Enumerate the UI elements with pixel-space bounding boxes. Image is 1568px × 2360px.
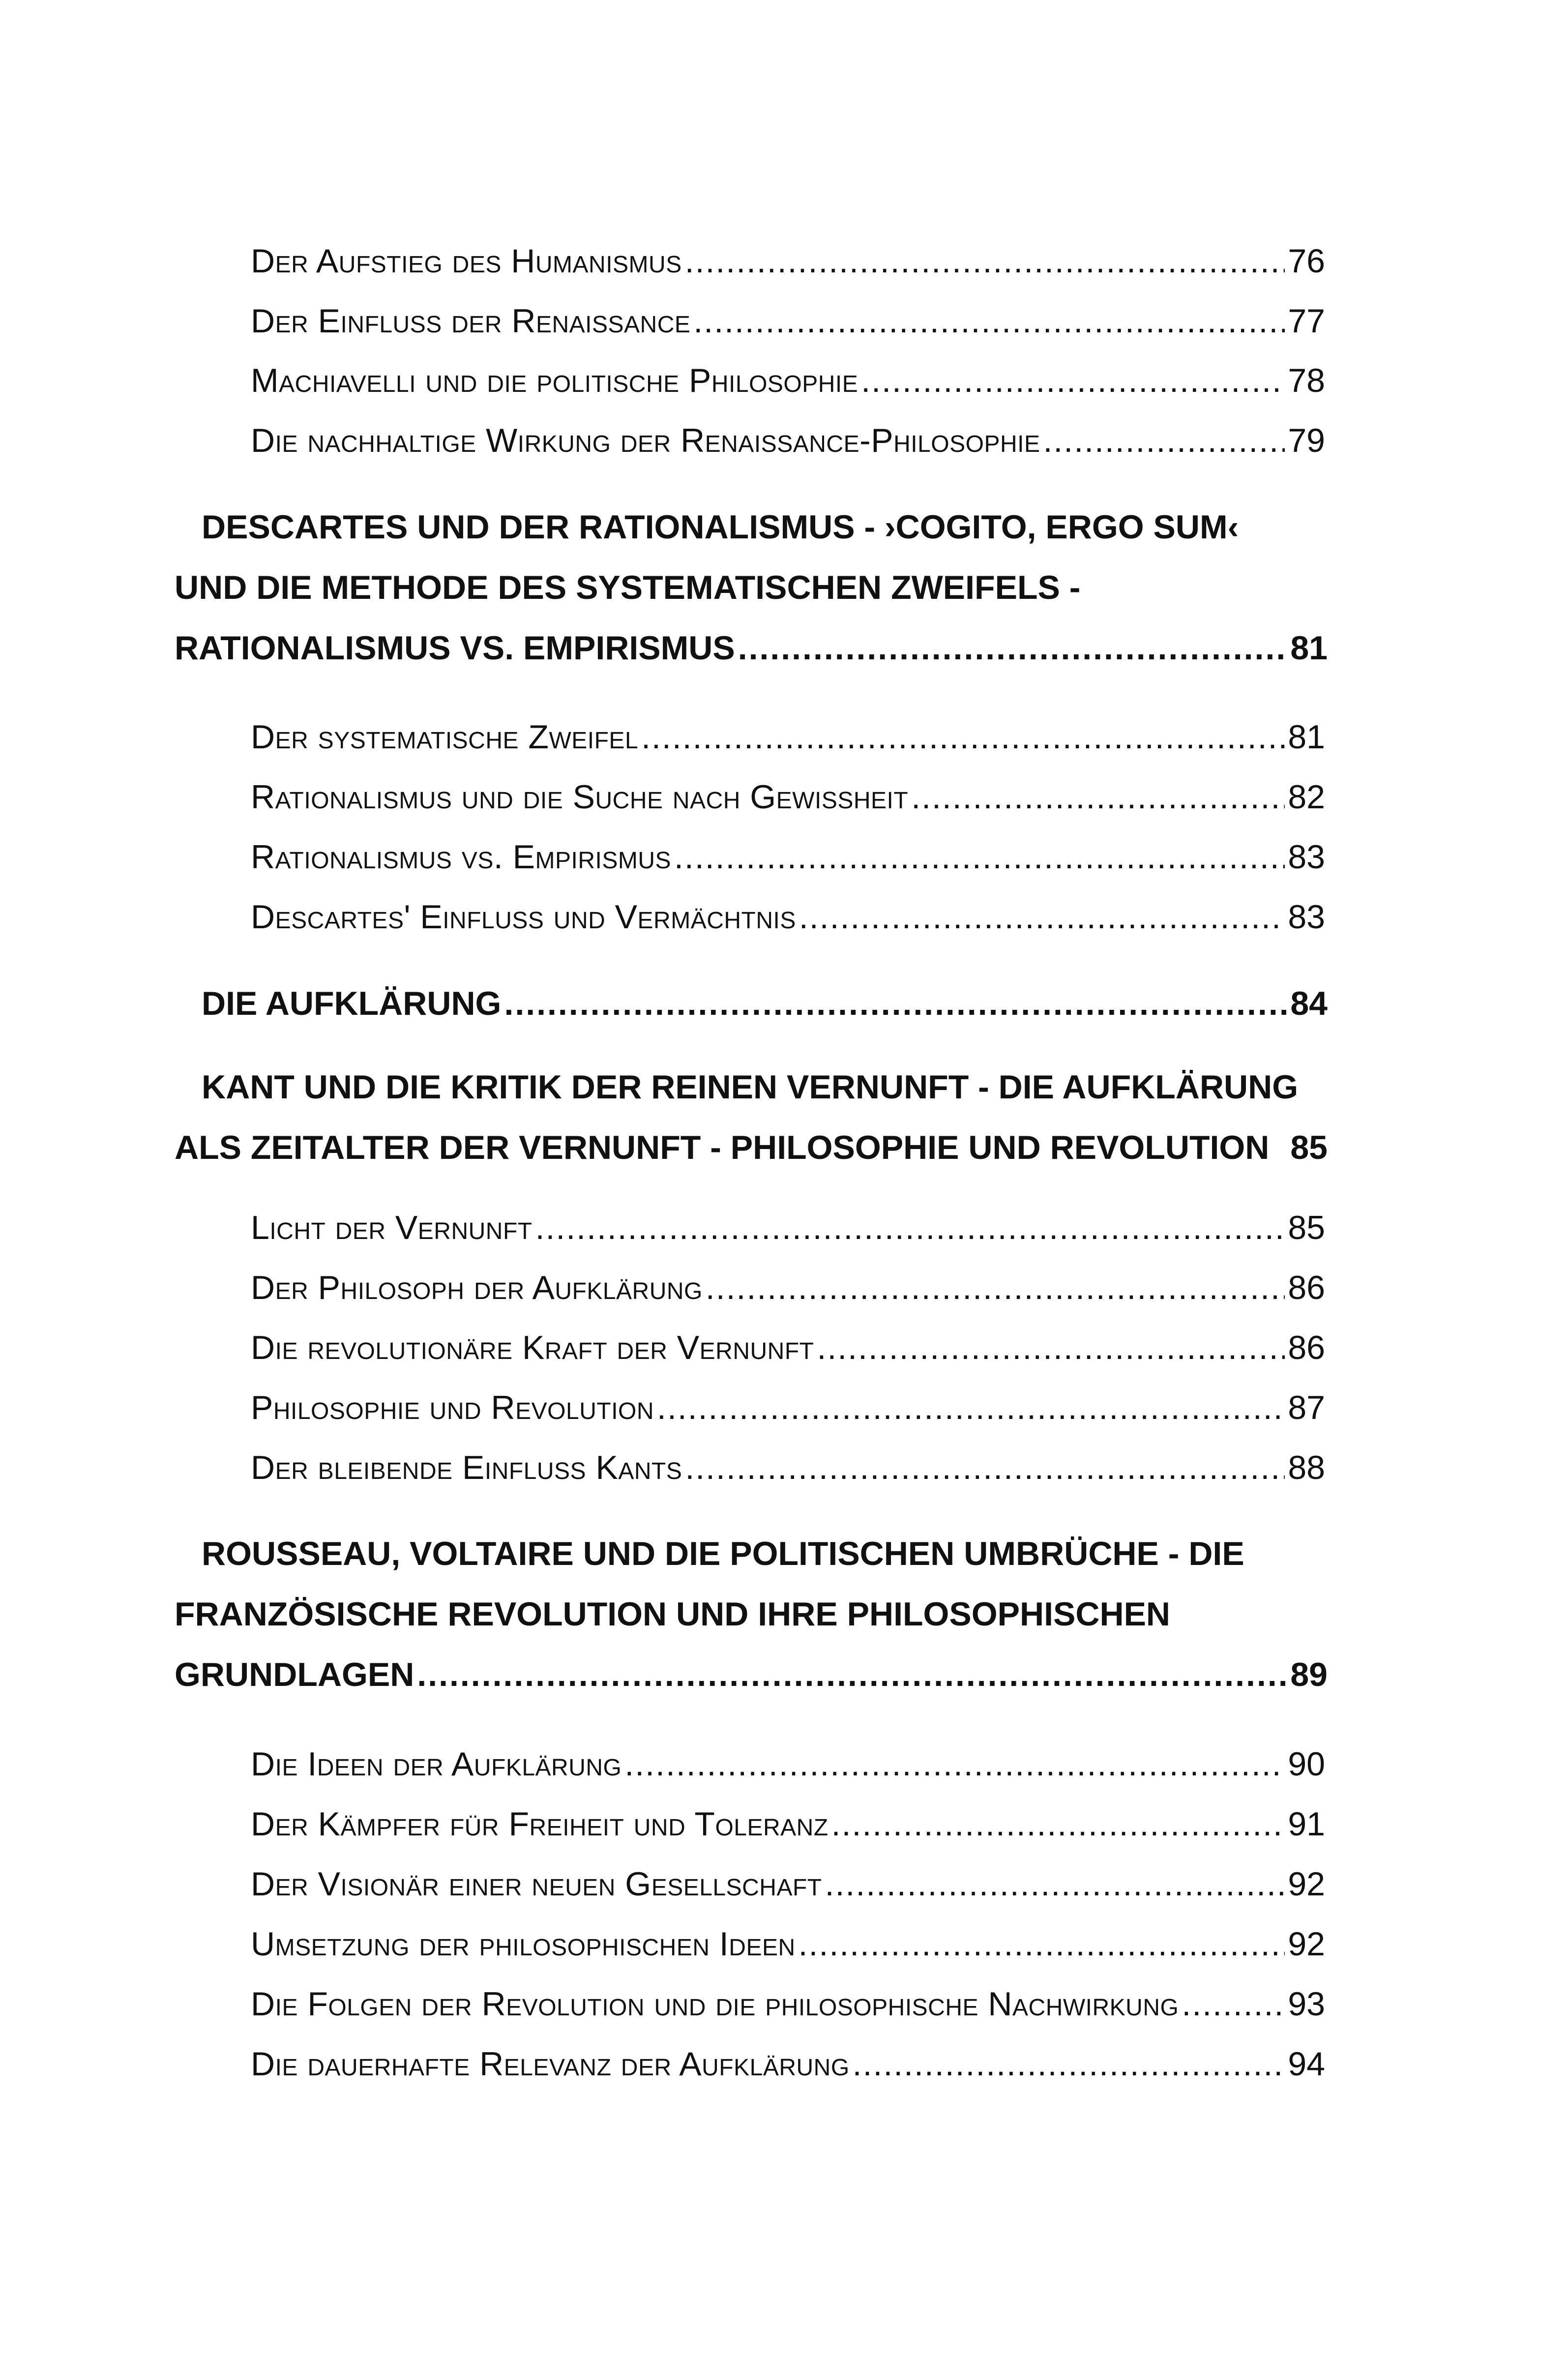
chapter-title-line bbox=[175, 962, 1328, 1023]
toc-entry-page: 83 bbox=[1288, 898, 1325, 934]
dot-leader bbox=[861, 364, 1285, 397]
toc-entry[interactable] bbox=[251, 1787, 1325, 1841]
dot-leader bbox=[657, 1391, 1285, 1424]
chapter-title-line bbox=[175, 1633, 1328, 1694]
toc-entry-page: 93 bbox=[1288, 1985, 1325, 2021]
toc-entry[interactable] bbox=[251, 1310, 1325, 1364]
toc-entry[interactable] bbox=[251, 1967, 1325, 2021]
toc-entry-title: Der Einfluss der Renaissance bbox=[251, 302, 691, 338]
toc-entry[interactable] bbox=[251, 224, 1325, 278]
chapter-title-text: ROUSSEAU, VOLTAIRE UND DIE POLITISCHEN UMBRÜCHE - DIE bbox=[202, 1535, 1244, 1572]
toc-entry-page: 83 bbox=[1288, 838, 1325, 874]
toc-entry[interactable] bbox=[251, 403, 1325, 457]
chapter-title-line bbox=[175, 607, 1328, 667]
toc-entry-page: 79 bbox=[1288, 422, 1325, 457]
dot-leader bbox=[535, 1211, 1285, 1244]
toc-entry-title: Die revolutionäre Kraft der Vernunft bbox=[251, 1329, 814, 1364]
chapter-title-text: DESCARTES UND DER RATIONALISMUS - ›COGITO, ERGO SUM‹ bbox=[202, 508, 1239, 546]
chapter-title-line bbox=[175, 546, 1328, 607]
toc-entry-page: 91 bbox=[1288, 1805, 1325, 1841]
toc-entry[interactable] bbox=[251, 1190, 1325, 1244]
toc-entry[interactable] bbox=[251, 1907, 1325, 1961]
dot-leader bbox=[504, 984, 1287, 1023]
toc-entry-title: Der Kämpfer für Freiheit und Toleranz bbox=[251, 1805, 828, 1841]
chapter-title-line bbox=[175, 486, 1328, 546]
toc-entry-page: 78 bbox=[1288, 362, 1325, 397]
dot-leader bbox=[799, 900, 1285, 934]
toc-entry-page: 81 bbox=[1288, 718, 1325, 754]
toc-entry[interactable] bbox=[251, 1430, 1325, 1484]
toc-entry-page: 92 bbox=[1288, 1865, 1325, 1901]
toc-entry-title: Descartes' Einfluss und Vermächtnis bbox=[251, 898, 796, 934]
toc-entry-title: Der bleibende Einfluss Kants bbox=[251, 1449, 682, 1484]
toc-chapter-entry[interactable] bbox=[175, 1046, 1328, 1167]
chapter-title-text: ALS ZEITALTER DER VERNUNFT - PHILOSOPHIE UND REVOLUTION bbox=[175, 1129, 1270, 1166]
chapter-page: 85 bbox=[1290, 1129, 1328, 1166]
dot-leader bbox=[674, 840, 1285, 874]
toc-entry-title: Der Aufstieg des Humanismus bbox=[251, 242, 682, 278]
chapter-page: 84 bbox=[1290, 985, 1328, 1022]
toc-chapter-entry[interactable] bbox=[175, 1512, 1328, 1694]
toc-entry-page: 88 bbox=[1288, 1449, 1325, 1484]
toc-entry-page: 85 bbox=[1288, 1209, 1325, 1244]
toc-entry-title: Die dauerhafte Relevanz der Aufklärung bbox=[251, 2045, 850, 2081]
dot-leader bbox=[911, 780, 1285, 814]
toc-entry-title: Der Visionär einer neuen Gesellschaft bbox=[251, 1865, 822, 1901]
toc-entry-title: Die Folgen der Revolution und die philosophische Nachwirkung bbox=[251, 1985, 1179, 2021]
toc-entry-page: 92 bbox=[1288, 1925, 1325, 1961]
chapter-page: 89 bbox=[1290, 1656, 1328, 1693]
chapter-title-line bbox=[175, 1046, 1328, 1106]
dot-leader bbox=[693, 304, 1285, 338]
dot-leader bbox=[1182, 1987, 1285, 2021]
chapter-title-text: DIE AUFKLÄRUNG bbox=[202, 985, 502, 1022]
dot-leader bbox=[1043, 424, 1285, 457]
dot-leader bbox=[853, 2047, 1285, 2081]
dot-leader bbox=[817, 1331, 1285, 1364]
toc-entry[interactable] bbox=[251, 2027, 1325, 2081]
dot-leader bbox=[417, 1655, 1287, 1694]
toc-entry-title: Die Ideen der Aufklärung bbox=[251, 1745, 622, 1781]
dot-leader bbox=[685, 244, 1285, 278]
toc-entry[interactable] bbox=[251, 880, 1325, 934]
toc-entry[interactable] bbox=[251, 1250, 1325, 1304]
chapter-title-line bbox=[175, 1512, 1328, 1573]
toc-entry[interactable] bbox=[251, 760, 1325, 814]
chapter-title-text: FRANZÖSISCHE REVOLUTION UND IHRE PHILOSOPHISCHEN bbox=[175, 1595, 1171, 1633]
toc-entry-title: Der systematische Zweifel bbox=[251, 718, 639, 754]
chapter-title-line bbox=[175, 1573, 1328, 1633]
toc-entry-title: Umsetzung der philosophischen Ideen bbox=[251, 1925, 796, 1961]
chapter-title-line bbox=[175, 1106, 1328, 1167]
chapter-page: 81 bbox=[1290, 629, 1328, 667]
toc-entry-page: 94 bbox=[1288, 2045, 1325, 2081]
toc-entry-title: Der Philosoph der Aufklärung bbox=[251, 1269, 703, 1304]
chapter-title-text: UND DIE METHODE DES SYSTEMATISCHEN ZWEIFELS - bbox=[175, 569, 1081, 606]
chapter-title-text: RATIONALISMUS VS. EMPIRISMUS bbox=[175, 629, 735, 667]
toc-entry[interactable] bbox=[251, 1847, 1325, 1901]
toc-entry-title: Philosophie und Revolution bbox=[251, 1389, 654, 1424]
chapter-title-text: KANT UND DIE KRITIK DER REINEN VERNUNFT - DIE AUFKLÄRUNG bbox=[202, 1068, 1299, 1106]
toc-entry[interactable] bbox=[251, 700, 1325, 754]
dot-leader bbox=[831, 1807, 1285, 1841]
toc-entry-page: 86 bbox=[1288, 1329, 1325, 1364]
toc-entry-title: Rationalismus und die Suche nach Gewissheit bbox=[251, 778, 909, 814]
toc-entry-title: Rationalismus vs. Empirismus bbox=[251, 838, 672, 874]
toc-entry-title: Die nachhaltige Wirkung der Renaissance-Philosophie bbox=[251, 422, 1040, 457]
dot-leader bbox=[706, 1271, 1285, 1304]
toc-entry-page: 82 bbox=[1288, 778, 1325, 814]
chapter-title-text: GRUNDLAGEN bbox=[175, 1656, 414, 1693]
toc-entry[interactable] bbox=[251, 1370, 1325, 1424]
toc-entry-page: 77 bbox=[1288, 302, 1325, 338]
dot-leader bbox=[685, 1451, 1285, 1484]
toc-entry-page: 90 bbox=[1288, 1745, 1325, 1781]
dot-leader bbox=[825, 1867, 1285, 1901]
toc-entry-title: Licht der Vernunft bbox=[251, 1209, 533, 1244]
toc-entry-title: Machiavelli und die politische Philosophie bbox=[251, 362, 858, 397]
toc-entry[interactable] bbox=[251, 284, 1325, 338]
dot-leader bbox=[738, 629, 1288, 667]
toc-entry-page: 87 bbox=[1288, 1389, 1325, 1424]
toc-chapter-entry[interactable] bbox=[175, 486, 1328, 667]
toc-chapter-entry[interactable] bbox=[175, 962, 1328, 1023]
toc-entry-page: 86 bbox=[1288, 1269, 1325, 1304]
dot-leader bbox=[624, 1747, 1285, 1781]
toc-entry-page: 76 bbox=[1288, 242, 1325, 278]
toc-entry[interactable] bbox=[251, 820, 1325, 874]
dot-leader bbox=[641, 720, 1285, 754]
toc-entry[interactable] bbox=[251, 343, 1325, 397]
toc-entry[interactable] bbox=[251, 1727, 1325, 1781]
dot-leader bbox=[799, 1927, 1285, 1961]
